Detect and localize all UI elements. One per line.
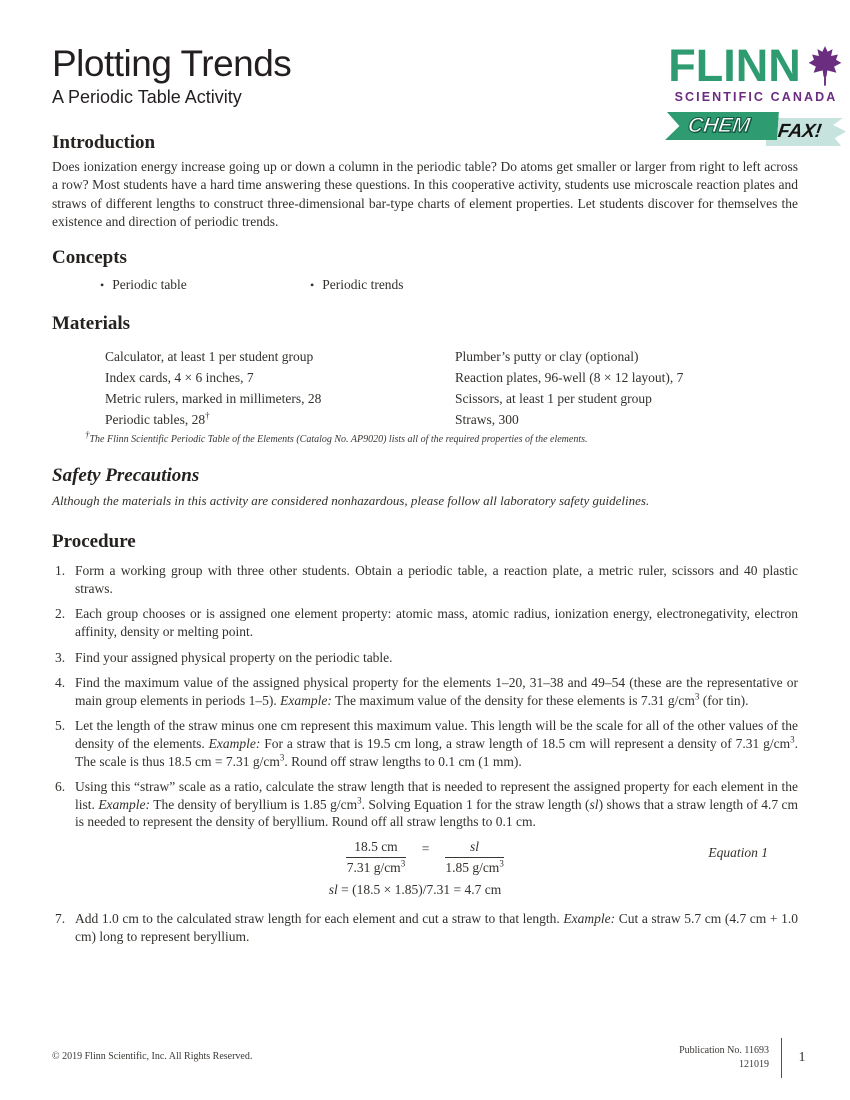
flinn-logo [662, 40, 850, 148]
material-item: Plumber’s putty or clay (optional) [455, 349, 639, 365]
fraction-numerator: 18.5 cm [346, 839, 406, 858]
procedure-step [52, 778, 798, 831]
material-item: Scissors, at least 1 per student group [455, 391, 652, 407]
flinn-wordmark: FLINN [668, 40, 801, 91]
fraction-denominator: 1.85 $g/cm^3$ [445, 858, 504, 875]
materials-column-left [105, 346, 455, 430]
concepts-list [52, 277, 798, 293]
footer-divider [781, 1038, 782, 1078]
bullet-icon: • [310, 278, 315, 293]
step-text: Using this “straw” scale as a ratio, calculate the straw length that is needed to represent the assigned property for each element in the list. Example: The density of beryllium is 1.85 $g/cm^3$. Solving Equation 1 for the straw length (sl) shows that a straw length of 4.7 cm is needed to represent the density of beryllium. Round off all straw lengths to 0.1 cm. [75, 779, 799, 830]
concept-item [100, 277, 310, 293]
fraction-left [346, 839, 406, 876]
equation-label: Equation 1 [708, 844, 768, 860]
step-text: Let the length of the straw minus one cm represent this maximum value. This length will be the scale for all of the other values of the density of the elements. Example: For a straw that is 19.5 cm long, a straw length of 18.5 cm will represent a density of 7.31 $g/cm^3$. The scale is thus 18.5 cm = 7.31 $g/cm^3$. Round off straw lengths to 0.1 cm (1 mm). [75, 718, 799, 769]
material-item: Calculator, at least 1 per student group [105, 349, 314, 365]
materials-list [52, 346, 798, 430]
introduction-heading: Introduction [52, 132, 156, 153]
fraction-right [445, 839, 504, 876]
materials-heading: Materials [52, 313, 131, 335]
footer-right-block [679, 1038, 810, 1078]
fraction-numerator: sl [445, 839, 504, 858]
date-code: 121019 [739, 1059, 769, 1070]
page-subtitle: A Periodic Table Activity [52, 87, 242, 107]
chem-label: CHEM [686, 114, 752, 137]
chemfax-banner [666, 110, 846, 148]
material-item: Straws, 300 [455, 412, 519, 428]
copyright: © 2019 Flinn Scientific, Inc. All Rights Reserved. [52, 1051, 253, 1062]
material-item: Index cards, 4 × 6 inches, 7 [105, 370, 254, 386]
material-item: Metric rulers, marked in millimeters, 28 [105, 391, 322, 407]
procedure-steps [52, 562, 798, 945]
material-item: Periodic tables, 28† [105, 410, 210, 428]
logo-tagline: SCIENTIFIC CANADA [674, 90, 838, 104]
step-number: 7. [55, 910, 66, 926]
procedure-step [52, 717, 798, 770]
equals-sign: = [421, 841, 430, 857]
procedure-step [52, 562, 798, 597]
material-item: Reaction plates, 96-well (8 × 12 layout), 7 [455, 370, 684, 386]
maple-leaf-icon [806, 45, 844, 89]
concepts-heading: Concepts [52, 247, 127, 269]
fraction-denominator: 7.31 $g/cm^3$ [346, 858, 406, 875]
procedure-step [52, 605, 798, 640]
concept-label: Periodic trends [322, 277, 404, 293]
procedure-step [52, 910, 798, 945]
fax-label: FAX! [776, 121, 823, 142]
step-number: 2. [55, 606, 66, 622]
concept-label: Periodic table [112, 277, 187, 293]
equation-solution: sl = (18.5 × 1.85)/7.31 = 4.7 cm [328, 881, 502, 897]
procedure-heading: Procedure [52, 531, 136, 553]
step-text: Add 1.0 cm to the calculated straw length for each element and cut a straw to that length. Example: Cut a straw 5.7 cm (4.7 cm + 1.0 cm) long to represent beryllium. [75, 910, 798, 944]
step-number: 3. [55, 649, 66, 665]
publication-info [679, 1044, 769, 1072]
step-text: Find the maximum value of the assigned physical property for the elements 1–20, 31–38 and 49–54 (these are the representative or main group elements in periods 1–5). Example: The maximum value of the density for these elements is 7.31 $g/cm^3$ (for tin). [75, 675, 798, 708]
step-text: Find your assigned physical property on the periodic table. [75, 649, 393, 665]
page-title: Plotting Trends [52, 43, 292, 84]
step-number: 4. [55, 675, 66, 691]
safety-heading: Safety Precautions [52, 465, 200, 487]
step-number: 1. [55, 563, 66, 579]
step-text: Each group chooses or is assigned one element property: atomic mass, atomic radius, ionization energy, electronegativity, electron affinity, density or melting point. [75, 606, 798, 639]
materials-footnote: †The Flinn Scientific Periodic Table of the Elements (Catalog No. AP9020) lists all of the required properties of the elements. [85, 429, 588, 446]
step-text: Form a working group with three other students. Obtain a periodic table, a reaction plate, a metric ruler, scissors and 40 plastic straws. [75, 563, 798, 596]
step-number: 6. [55, 779, 66, 795]
step-number: 5. [55, 718, 66, 734]
equation-1 [52, 839, 798, 876]
bullet-icon: • [100, 278, 105, 293]
procedure-step [52, 649, 798, 667]
procedure-step [52, 674, 798, 709]
page-number: 1 [798, 1050, 806, 1065]
safety-paragraph: Although the materials in this activity are considered nonhazardous, please follow all laboratory safety guidelines. [52, 493, 650, 509]
materials-column-right [455, 346, 798, 430]
publication-number: Publication No. 11693 [679, 1045, 769, 1056]
concept-item [310, 277, 404, 293]
introduction-paragraph: Does ionization energy increase going up or down a column in the periodic table? Do atoms get smaller or larger from right to left across a row? Most students have a hard time answering these questions. In this cooperative activity, students use microscale reaction plates and straws of different lengths to construct three-dimensional bar-type charts of element properties. Let students discover for themselves the existence and direction of periodic trends. [52, 159, 798, 229]
